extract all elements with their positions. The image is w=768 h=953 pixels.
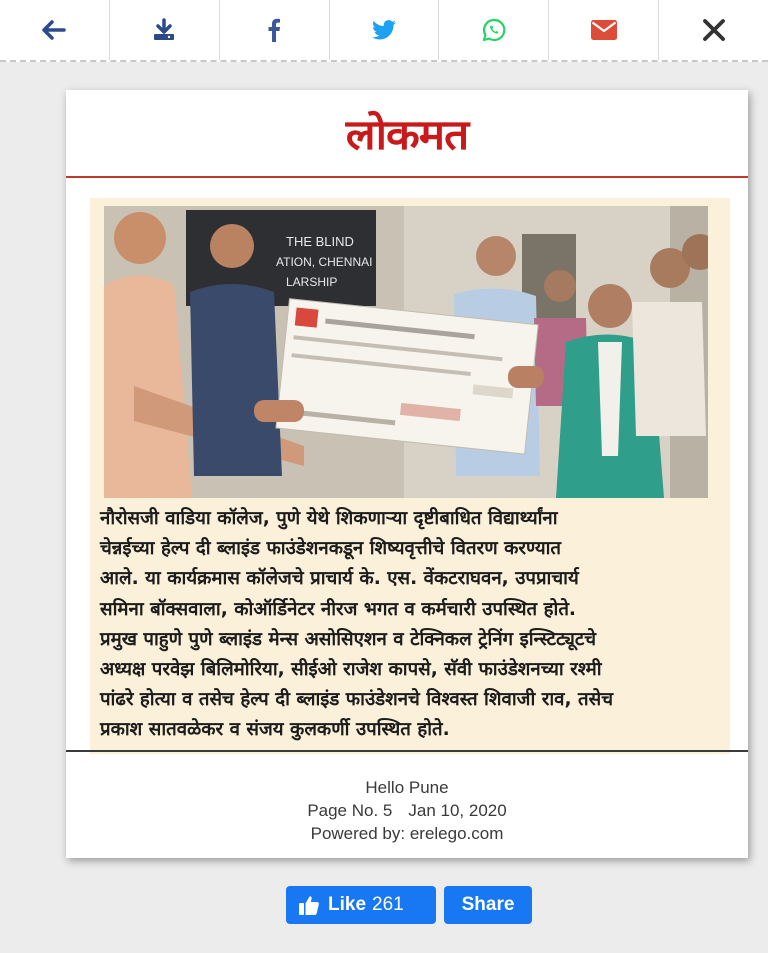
clipping-card [66,90,748,858]
facebook-icon [267,18,281,42]
twitter-icon [372,20,396,40]
article-text [100,504,730,746]
article-line: आले. या कार्यक्रमास कॉलेजचे प्राचार्य के. एस. वेंकटराघवन, उपप्राचार्य [100,568,579,590]
article-line: प्रमुख पाहुणे पुणे ब्लाइंड मेन्स असोसिएशन व टेक्निकल ट्रेनिंग इन्स्टिट्यूटचे [100,628,597,650]
powered-by: Powered by: erelego.com [310,824,504,843]
banner-line-2: ATION, CHENNAI [276,255,373,269]
article-line: चेन्नईच्या हेल्प दी ब्लाइंड फाउंडेशनकडून शिष्यवृत्तीचे वितरण करण्यात [100,538,562,560]
close-icon [703,19,725,41]
page-number: Page No. 5 [307,801,393,820]
article-line: पांढरे होत्या व तसेच हेल्प दी ब्लाइंड फाउंडेशनचे विश्वस्त शिवाजी राव, तसेच [100,689,614,711]
banner-line-3: LARSHIP [286,275,338,289]
email-share-button[interactable] [549,0,659,60]
facebook-share-button[interactable] [220,0,330,60]
close-button[interactable] [659,0,768,60]
page-info [66,799,748,822]
twitter-share-button[interactable] [330,0,440,60]
email-icon [591,20,617,40]
thumbs-up-icon [298,894,320,916]
article-line: प्रकाश सातवळेकर व संजय कुलकर्णी उपस्थित होते. [100,719,450,741]
back-arrow-icon [42,20,66,40]
edition-name: Hello Pune [365,778,449,797]
article-clipping [90,198,730,754]
social-buttons [286,886,532,924]
newspaper-logo: लोकमत [345,111,469,160]
article-line: अध्यक्ष परवेझ बिलिमोरिया, सीईओ राजेश कापसे, सॅवी फाउंडेशनच्या रश्मी [100,659,602,681]
facebook-share-button-bottom[interactable] [444,886,532,924]
article-line: नौरोसजी वाडिया कॉलेज, पुणे येथे शिकणाऱ्या दृष्टीबाधित विद्यार्थ्यांना [100,508,558,529]
article-photo [104,206,708,498]
download-button[interactable] [110,0,220,60]
facebook-like-button[interactable] [286,886,436,924]
whatsapp-share-button[interactable] [439,0,549,60]
publish-date: Jan 10, 2020 [408,801,507,820]
like-count: 261 [372,894,404,915]
share-label: Share [461,894,515,915]
article-line: समिना बॉक्सवाला, कोऑर्डिनेटर नीरज भगत व कर्मचारी उपस्थित होते. [100,598,576,620]
masthead [66,90,748,178]
whatsapp-icon [482,18,506,42]
clip-divider [66,750,748,752]
clip-footer [66,776,748,845]
like-label: Like [328,894,367,915]
banner-line-1: THE BLIND [286,234,354,249]
download-icon [152,18,176,42]
back-button[interactable] [0,0,110,60]
share-toolbar [0,0,768,62]
